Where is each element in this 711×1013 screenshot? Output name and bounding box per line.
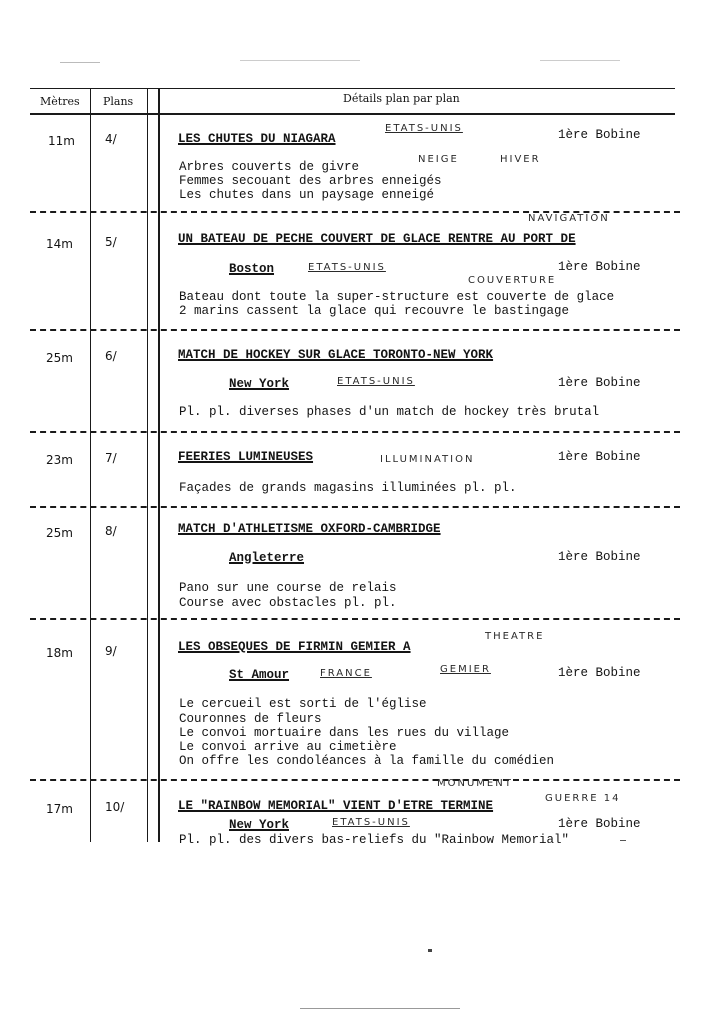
scan-speck xyxy=(620,840,626,841)
entry-reel: 1ère Bobine xyxy=(558,550,641,564)
entry-separator xyxy=(30,506,680,508)
entry-title: LES CHUTES DU NIAGARA xyxy=(178,132,336,146)
entry-plan-number: 8/ xyxy=(105,524,117,538)
entry-plan-number: 6/ xyxy=(105,349,117,363)
column-divider-metres xyxy=(90,89,91,842)
entry-place: Boston xyxy=(229,262,275,276)
entry-separator xyxy=(30,779,680,781)
handwritten-note: COUVERTURE xyxy=(468,275,557,286)
entry-reel: 1ère Bobine xyxy=(558,128,641,142)
entry-plan-number: 5/ xyxy=(105,235,117,249)
entry-detail-line: Bateau dont toute la super-structure est couverte de glace xyxy=(179,290,615,304)
entry-metres: 11m xyxy=(48,134,75,148)
handwritten-note: THEATRE xyxy=(485,631,545,642)
entry-plan-number: 7/ xyxy=(105,451,117,465)
entry-separator xyxy=(30,431,680,433)
handwritten-note: NEIGE xyxy=(418,154,459,165)
entry-place: New York xyxy=(229,377,290,391)
entry-detail-line: Course avec obstacles pl. pl. xyxy=(179,596,397,610)
entry-title: LE "RAINBOW MEMORIAL" VIENT D'ETRE TERMINE xyxy=(178,799,494,813)
handwritten-note: MONUMENT xyxy=(437,778,513,789)
entry-metres: 25m xyxy=(46,526,73,540)
handwritten-note: ETATS-UNIS xyxy=(337,376,415,387)
handwritten-note: ILLUMINATION xyxy=(380,454,475,465)
entry-detail-line: Pl. pl. diverses phases d'un match de hockey très brutal xyxy=(179,405,600,419)
entry-title: LES OBSEQUES DE FIRMIN GEMIER A xyxy=(178,640,411,654)
entry-detail-line: Couronnes de fleurs xyxy=(179,712,322,726)
entry-place: New York xyxy=(229,818,290,832)
scan-speck xyxy=(240,60,360,61)
entry-detail-line: Arbres couverts de givre xyxy=(179,160,360,174)
entry-metres: 18m xyxy=(46,646,73,660)
entry-plan-number: 10/ xyxy=(105,800,125,814)
handwritten-note: ETATS-UNIS xyxy=(385,123,463,134)
entry-separator xyxy=(30,329,680,331)
entry-reel: 1ère Bobine xyxy=(558,376,641,390)
entry-title: MATCH D'ATHLETISME OXFORD-CAMBRIDGE xyxy=(178,522,441,536)
entry-title: FEERIES LUMINEUSES xyxy=(178,450,314,464)
entry-place: Angleterre xyxy=(229,551,305,565)
column-divider-details xyxy=(158,89,160,842)
handwritten-note: ETATS-UNIS xyxy=(332,817,410,828)
handwritten-note: FRANCE xyxy=(320,668,372,679)
entry-title: UN BATEAU DE PECHE COUVERT DE GLACE RENTRE AU PORT DE xyxy=(178,232,576,246)
entry-reel: 1ère Bobine xyxy=(558,260,641,274)
column-header-details: Détails plan par plan xyxy=(343,92,460,105)
entry-metres: 25m xyxy=(46,351,73,365)
entry-detail-line: Femmes secouant des arbres enneigés xyxy=(179,174,442,188)
scan-speck xyxy=(540,60,620,61)
handwritten-note: ETATS-UNIS xyxy=(308,262,386,273)
entry-detail-line: Le convoi arrive au cimetière xyxy=(179,740,397,754)
entry-reel: 1ère Bobine xyxy=(558,817,641,831)
entry-plan-number: 4/ xyxy=(105,132,117,146)
entry-metres: 14m xyxy=(46,237,73,251)
entry-detail-line: Le cercueil est sorti de l'église xyxy=(179,697,427,711)
entry-separator xyxy=(30,618,680,620)
table-top-rule xyxy=(30,88,675,89)
header-bottom-rule xyxy=(30,113,675,115)
entry-detail-line: On offre les condoléances à la famille du comédien xyxy=(179,754,555,768)
entry-title: MATCH DE HOCKEY SUR GLACE TORONTO-NEW YORK xyxy=(178,348,494,362)
entry-detail-line: Les chutes dans un paysage enneigé xyxy=(179,188,435,202)
entry-detail-line: 2 marins cassent la glace qui recouvre le bastingage xyxy=(179,304,570,318)
entry-place: St Amour xyxy=(229,668,290,682)
entry-detail-line: Façades de grands magasins illuminées pl. pl. xyxy=(179,481,517,495)
scan-speck xyxy=(60,62,100,63)
handwritten-note: NAVIGATION xyxy=(528,213,610,224)
column-header-metres: Mètres xyxy=(40,95,80,108)
entry-plan-number: 9/ xyxy=(105,644,117,658)
entry-reel: 1ère Bobine xyxy=(558,666,641,680)
entry-detail-line: Le convoi mortuaire dans les rues du village xyxy=(179,726,510,740)
handwritten-note: GUERRE 14 xyxy=(545,793,621,804)
entry-reel: 1ère Bobine xyxy=(558,450,641,464)
scan-speck xyxy=(300,1008,460,1009)
scan-speck xyxy=(428,949,432,952)
entry-metres: 17m xyxy=(46,802,73,816)
entry-metres: 23m xyxy=(46,453,73,467)
entry-detail-line: Pano sur une course de relais xyxy=(179,581,397,595)
entry-detail-line: Pl. pl. des divers bas-reliefs du "Rainbow Memorial" xyxy=(179,833,570,847)
column-divider-plans xyxy=(147,89,148,842)
handwritten-note: GEMIER xyxy=(440,664,491,675)
column-header-plans: Plans xyxy=(103,95,134,108)
handwritten-note: HIVER xyxy=(500,154,541,165)
